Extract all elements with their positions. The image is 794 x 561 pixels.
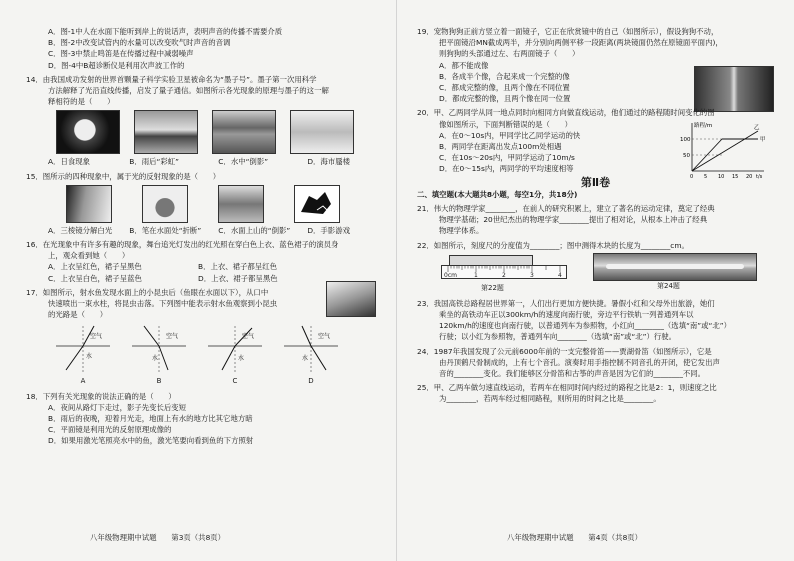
- bone-flute-photo: [593, 253, 757, 281]
- question-22: [417, 240, 774, 295]
- q19-option-b: B．各成半个像，合起来成一个完整的像: [439, 71, 570, 81]
- diagram-label-c: C: [232, 377, 238, 386]
- question-23: [417, 298, 774, 343]
- q21-line: 物理学体系。: [439, 226, 484, 236]
- q23-line: 23．我国高铁总路程居世界第一，人们出行更加方便快捷。暑假小红和父母外出旅游，她们: [417, 298, 715, 308]
- graph-xlabel: t/s: [756, 174, 763, 180]
- water-label: 水: [86, 353, 93, 361]
- question-14: [26, 74, 380, 168]
- q15-photos: [26, 185, 380, 223]
- hand-shadow-figure: [294, 185, 340, 223]
- question-25: [417, 382, 774, 404]
- q18-option-d: D．如果用激光笔照亮水中的鱼，激光笔要向看到鱼的下方照射: [48, 436, 254, 446]
- water-reflection-photo: [212, 110, 276, 154]
- solar-eclipse-photo: [56, 110, 120, 154]
- q24-line: 24．1987年我国发现了公元前6000年前的一支完整骨笛——贾湖骨笛（如图所示），它是: [417, 346, 712, 356]
- water-label: 水: [238, 355, 245, 363]
- graph-xtick: 5: [704, 174, 708, 180]
- q24-line: 音的________变化。我们能够区分骨笛和古筝的声音是因为它们的________不同。: [439, 369, 706, 379]
- right-page: [397, 0, 794, 561]
- q14-option-d: D．海市蜃楼: [307, 157, 350, 167]
- q17-stem-line: 快速喷出一束水柱，将昆虫击落。下列图中能表示射水鱼观察到小昆虫: [48, 299, 278, 309]
- q14-photos: [26, 110, 380, 154]
- q16-options-row: [26, 261, 380, 272]
- q20-option-a: A．在0～10s内，甲同学比乙同学运动的快: [439, 130, 581, 140]
- q19-stem-line: 把平面镜沿MN截成两半，并分别向两侧平移一段距离(两块镜面仍然在原镜面平面内)，: [439, 38, 723, 48]
- q17-stem-line: 的光路是（ ）: [48, 310, 108, 320]
- q17-diagram-d: [282, 322, 340, 387]
- graph-xtick: 10: [718, 174, 725, 180]
- series-label-jia: 甲: [760, 137, 766, 144]
- fig22-caption: 第22题: [481, 283, 504, 292]
- q15-option-a: A．三棱镜分解白光: [48, 225, 113, 235]
- section-title: 第Ⅱ卷: [580, 175, 611, 189]
- q16-option-d: D．上衣、裙子都呈黑色: [198, 273, 278, 283]
- q17-diagram-b: [130, 322, 188, 387]
- q14-options: [26, 156, 380, 167]
- fig24-caption: 第24题: [657, 281, 680, 290]
- series-label-yi: 乙: [754, 125, 760, 132]
- q13-option-c: C．图-3中禁止鸣笛是在传播过程中减弱噪声: [48, 49, 194, 59]
- q25-line: 25．甲、乙两车做匀速直线运动，若两车在相同时间内经过的路程之比是2：1，则速度之比: [417, 383, 717, 393]
- q22-q24-figures: [417, 251, 774, 295]
- q16-stem-line: 上，观众看到她（ ）: [48, 251, 130, 261]
- ruler-tick-label: 1: [474, 271, 478, 279]
- water-label: 水: [152, 355, 159, 363]
- q24-line: 由丹顶鹤尺骨制成的，上有七个音孔。演奏时用手指控制不同音孔的开闭，使它发出声: [439, 357, 720, 367]
- q21-line: 物理学基础；20世纪杰出的物理学家________提出了相对论，从根本上冲击了经典: [439, 215, 708, 225]
- q25-line: 为________，若两车经过相同路程，则所用的时间之比是________。: [439, 394, 661, 404]
- q18-option-c: C．平面镜是利用光的反射原理成像的: [48, 425, 172, 435]
- q20-stem-line: 像如图所示，下面判断错误的是（ ）: [439, 119, 573, 129]
- graph-xtick: 15: [732, 174, 739, 180]
- mirage-photo: [290, 110, 354, 154]
- pen-in-water-photo: [142, 185, 188, 223]
- q20-option-c: C．在10s～20s内，甲同学运动了10m/s: [439, 153, 575, 163]
- q18-stem: 18．下列有关光现象的说法正确的是（ ）: [26, 391, 176, 401]
- page-footer-left: 八年级物理期中试题 第3页（共8页）: [90, 532, 226, 542]
- q15-option-c: C．水面上山的“倒影”: [218, 225, 291, 235]
- q16-option-a: A．上衣呈红色，裙子呈黑色: [48, 262, 142, 272]
- q23-line: 乘坐的高铁动车正以300km/h的速度向南行驶，旁边平行铁轨一列普通列车以: [439, 310, 694, 320]
- q18-option-b: B．雨后的夜晚，迎着月光走，地面上有水的地方比其它地方暗: [48, 414, 253, 424]
- q19-option-d: D．都成完整的像，且两个像在同一位置: [439, 94, 571, 104]
- water-label: 水: [302, 355, 309, 363]
- graph-ytick: 100: [680, 137, 691, 144]
- q20-option-b: B．两同学在距离出发点100m处相遇: [439, 142, 562, 152]
- air-label: 空气: [318, 333, 331, 341]
- part2-header: 二、填空题(本大题共8小题，每空1分，共18分): [417, 189, 578, 199]
- graph-xtick: 0: [690, 174, 694, 180]
- distance-time-graph: [678, 119, 768, 179]
- dog-mirror-photo: [694, 66, 774, 112]
- q23-line: 120km/h的速度也向南行驶，以普通列车为参照物，小红向________（选填“南”或“北”）: [439, 321, 731, 331]
- q13-option-a: A．图-1中人在水面下能听到岸上的说话声，表明声音的传播不需要介质: [48, 27, 283, 36]
- q15-stem: 15．图所示的四种现象中，属于光的反射现象的是（ ）: [26, 171, 221, 181]
- diagram-label-d: D: [308, 377, 314, 386]
- q17-diagram-a: [54, 322, 112, 387]
- q14-stem-line: 方法解释了光沿直线传播，启发了量子通信。如图所示各光现象的原理与墨子的这一解: [48, 86, 329, 96]
- q14-stem-line: 释相符的是（ ）: [48, 97, 115, 107]
- q14-stem-line: 14．由我国成功发射的世界首颗量子科学实验卫星被命名为“墨子号”。墨子第一次用科学: [26, 74, 317, 84]
- flute-shape: [606, 264, 744, 269]
- q14-option-a: A．日食现象: [48, 157, 91, 167]
- q16-option-c: C．上衣呈白色，裙子呈蓝色: [48, 273, 142, 283]
- q23-line: 行驶；以小红为参照物，普通列车向________（选填“南”或“北”）行驶。: [439, 332, 677, 342]
- q21-line: 21．伟大的物理学家________，在前人的研究积累上，建立了著名的运动定律，奠定了经典: [417, 204, 715, 214]
- q14-option-b: B．雨后“彩虹”: [129, 157, 179, 167]
- air-label: 空气: [242, 333, 255, 341]
- q20-stem-line: 20．甲、乙两同学从同一地点同时向相同方向做直线运动，他们通过的路程随时间变化的图: [417, 108, 715, 118]
- ruler-figure: [441, 255, 567, 292]
- question-20: [417, 107, 774, 180]
- q15-options: [26, 225, 380, 236]
- ruler: [441, 265, 567, 279]
- q13-option-b: B．图-2中改变试管内的水量可以改变吹气时声音的音调: [48, 38, 231, 48]
- q14-option-c: C．水中“倒影”: [218, 157, 269, 167]
- graph-ytick2: 50: [683, 153, 690, 160]
- mountain-reflection-photo: [218, 185, 264, 223]
- question-18: [26, 391, 380, 447]
- q17-diagrams: [26, 322, 380, 387]
- q19-stem-line: 则狗狗的头部通过左、右两面镜子（ ）: [439, 49, 580, 59]
- q19-option-c: C．都成完整的像，且两个像在不同位置: [439, 83, 570, 93]
- q15-option-d: D．手影游戏: [307, 225, 350, 235]
- diagram-label-a: A: [80, 377, 86, 386]
- q13-option-d: D．图-4中B超诊断仪是利用次声波工作的: [48, 60, 185, 70]
- graph-ylabel: 路程/m: [694, 123, 713, 130]
- page-footer-right: 八年级物理期中试题 第4页（共8页）: [507, 532, 643, 542]
- question-16: [26, 239, 380, 284]
- q22-line: 22．如图所示，刻度尺的分度值为________；图中测得木块的长度为________cm。: [417, 240, 689, 250]
- question-19: [417, 26, 774, 104]
- question-17: [26, 287, 380, 388]
- archerfish-photo: [326, 281, 376, 317]
- ruler-tick-label: 0cm: [444, 271, 457, 279]
- air-label: 空气: [166, 333, 179, 341]
- q16-option-b: B．上衣、裙子都呈红色: [198, 262, 277, 272]
- ruler-tick-label: 2: [502, 271, 506, 279]
- q19-stem-line: 19．宠物狗狗正前方竖立着一面镜子，它正在欣赏镜中的自己（如图所示），假设狗狗不动，: [417, 27, 719, 36]
- rainbow-photo: [134, 110, 198, 154]
- diagram-label-b: B: [156, 377, 162, 386]
- graph-xtick: 20: [746, 174, 753, 180]
- question-21: [417, 203, 774, 237]
- ruler-tick-label: 3: [530, 271, 534, 279]
- question-24: [417, 346, 774, 380]
- air-label: 空气: [90, 333, 103, 341]
- q17-stem-line: 17．如图所示，射水鱼发现水面上的小昆虫后（鱼眼在水面以下），从口中: [26, 287, 269, 297]
- q18-option-a: A．夜间从路灯下走过，影子先变长后变短: [48, 402, 187, 412]
- q20-option-d: D．在0～15s内，两同学的平均速度相等: [439, 164, 574, 174]
- question-15: [26, 171, 380, 236]
- q19-option-a: A．都不能成像: [439, 60, 489, 70]
- q17-diagram-c: [206, 322, 264, 387]
- q16-stem-line: 16．在光现象中有许多有趣的现象，舞台追光灯发出的红光照在穿白色上衣、蓝色裙子的演员身: [26, 240, 339, 250]
- ruler-tick-label: 4: [558, 271, 562, 279]
- q15-option-b: B．笔在水面处“折断”: [129, 225, 202, 235]
- prism-photo: [66, 185, 112, 223]
